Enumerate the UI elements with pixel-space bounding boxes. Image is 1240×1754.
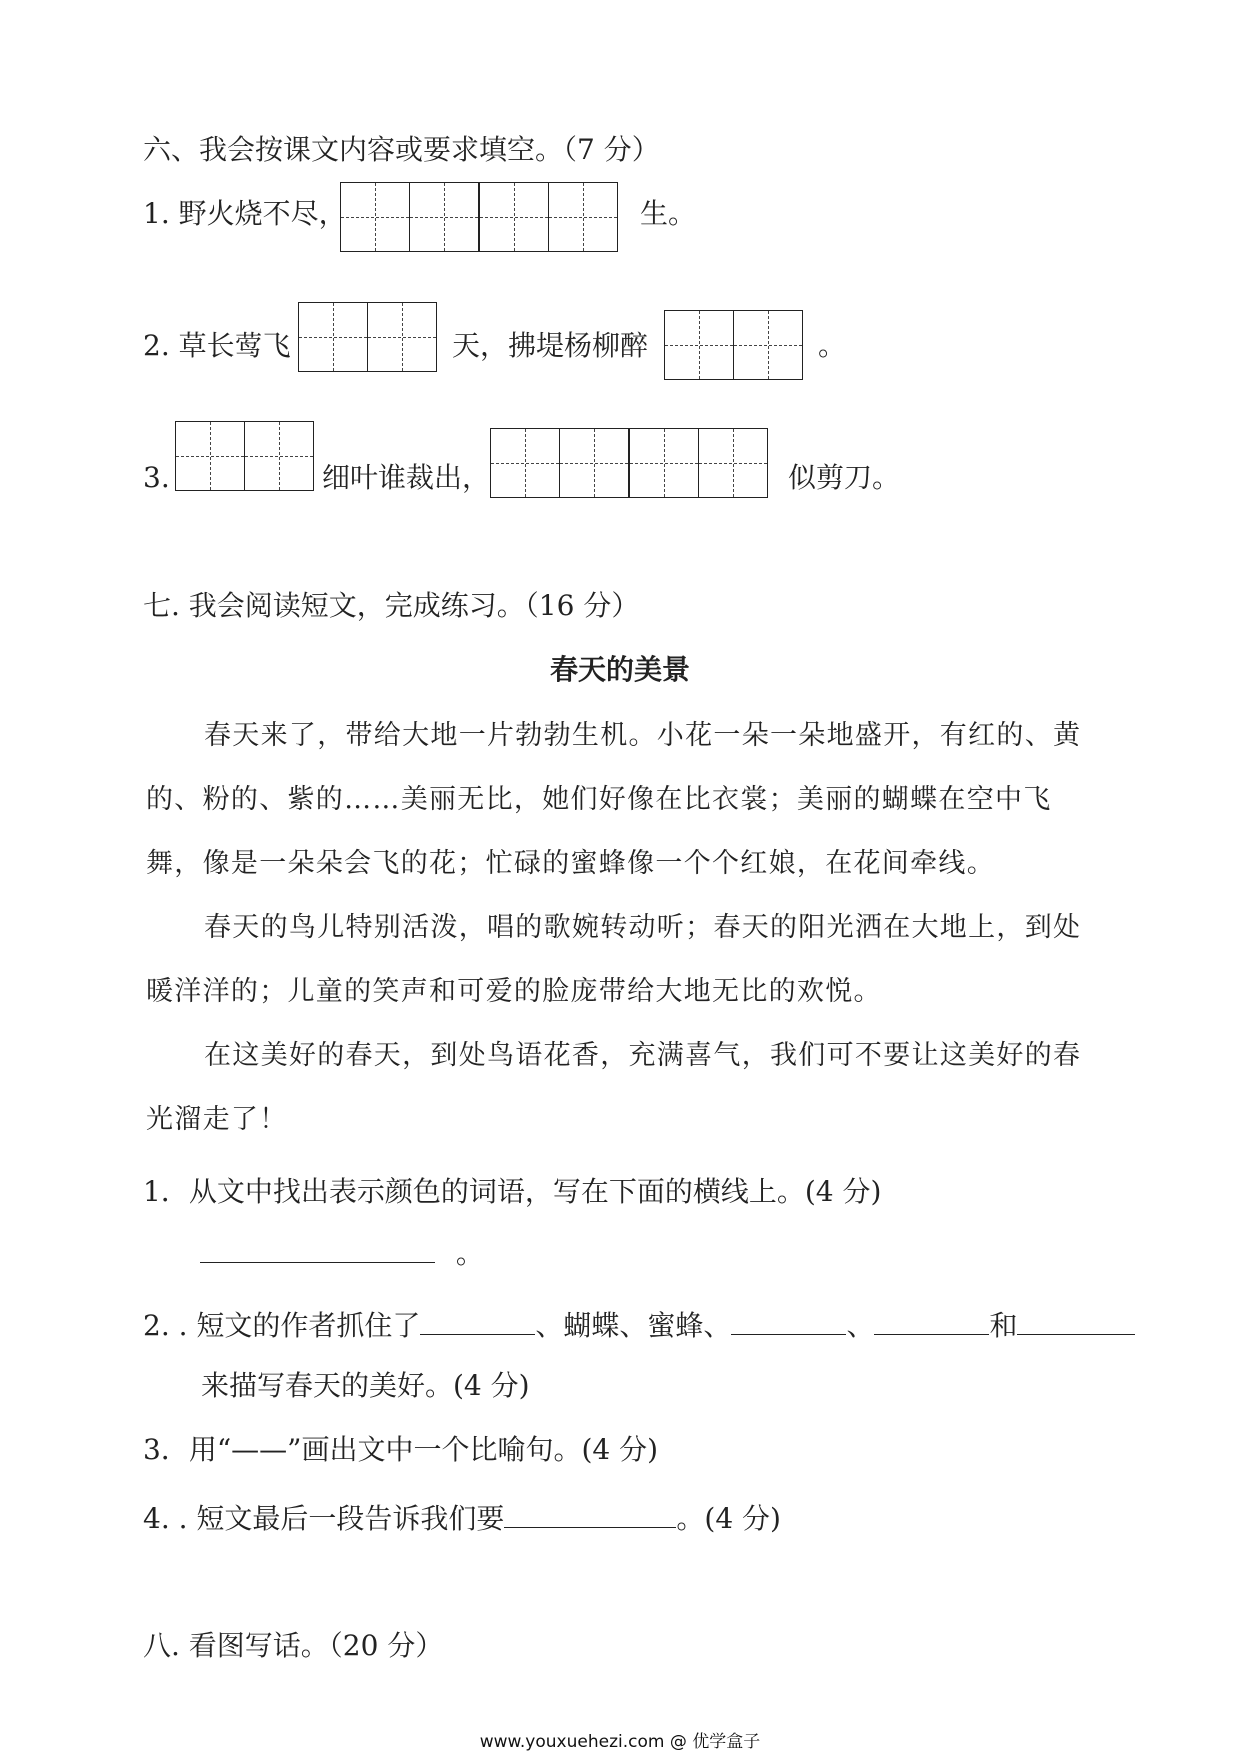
writing-cell[interactable] <box>298 302 368 372</box>
s7-q2-line1 <box>143 1304 1135 1344</box>
s6-q2-middle: 天，拂堤杨柳醉 <box>452 329 649 362</box>
s6-q3-prefix: 3. <box>143 461 170 494</box>
s6-q3-middle: 细叶谁裁出， <box>322 461 491 494</box>
s6-q2-answer-grid-2[interactable] <box>664 310 801 380</box>
s6-q2-prefix: 2. 草长莺飞 <box>143 329 291 362</box>
writing-cell[interactable] <box>244 421 314 491</box>
s7-q2-part3: 、 <box>846 1309 875 1342</box>
passage-paragraph-1: 春天来了，带给大地一片勃勃生机。小花一朵一朵地盛开，有红的、黄的、粉的、紫的……美丽无比，她们好像在比衣裳；美丽的蝴蝶在空中飞舞，像是一朵朵会飞的花；忙碌的蜜蜂像一个个红娘，在花间牵线。 <box>146 720 1082 879</box>
s6-q2-suffix: 。 <box>818 329 847 362</box>
s7-q2-part4: 和 <box>989 1309 1018 1342</box>
s7-q2-part2: 、蝴蝶、蜜蜂、 <box>535 1309 732 1342</box>
s6-q3-answer-grid-1[interactable] <box>175 421 312 491</box>
writing-cell[interactable] <box>559 428 629 498</box>
s6-q3-suffix: 似剪刀。 <box>788 461 901 494</box>
writing-cell[interactable] <box>548 182 618 252</box>
answer-blank[interactable] <box>1017 1304 1135 1335</box>
answer-blank[interactable] <box>200 1232 435 1263</box>
s7-q2-part1: 2. . 短文的作者抓住了 <box>143 1309 421 1342</box>
writing-cell[interactable] <box>733 310 803 380</box>
writing-cell[interactable] <box>409 182 479 252</box>
s7-q4 <box>143 1497 781 1537</box>
answer-blank[interactable] <box>874 1304 989 1335</box>
s6-q3-answer-grid-2[interactable] <box>490 428 766 498</box>
passage-paragraph-2: 春天的鸟儿特别活泼，唱的歌婉转动听；春天的阳光洒在大地上，到处暖洋洋的；儿童的笑声和可爱的脸庞带给大地无比的欢悦。 <box>146 912 1082 1007</box>
writing-cell[interactable] <box>698 428 768 498</box>
s6-q2-answer-grid-1[interactable] <box>298 302 435 372</box>
s7-q1-end: 。 <box>455 1237 484 1270</box>
footer-watermark: www.youxuehezi.com @ 优学盒子 <box>479 1732 761 1752</box>
writing-cell[interactable] <box>340 182 410 252</box>
answer-blank[interactable] <box>420 1304 535 1335</box>
passage-title: 春天的美景 <box>549 653 690 686</box>
s6-q1-prefix: 1. 野火烧不尽， <box>143 197 347 230</box>
s7-q1-answer-line[interactable] <box>200 1232 484 1272</box>
s7-q3-text: 3．用“——”画出文中一个比喻句。(4 分) <box>143 1433 659 1466</box>
writing-cell[interactable] <box>629 428 699 498</box>
s7-q2-line2: 来描写春天的美好。(4 分) <box>201 1369 530 1402</box>
writing-cell[interactable] <box>367 302 437 372</box>
s7-q1-text: 1．从文中找出表示颜色的词语，写在下面的横线上。(4 分) <box>143 1175 882 1208</box>
writing-cell[interactable] <box>664 310 734 380</box>
writing-cell[interactable] <box>175 421 245 491</box>
writing-cell[interactable] <box>490 428 560 498</box>
section7-heading: 七. 我会阅读短文，完成练习。（16 分） <box>143 589 640 622</box>
s6-q1-answer-grid[interactable] <box>340 182 616 252</box>
section6-heading: 六、我会按课文内容或要求填空。（7 分） <box>143 133 660 166</box>
writing-cell[interactable] <box>479 182 549 252</box>
passage-paragraph-3: 在这美好的春天，到处鸟语花香，充满喜气，我们可不要让这美好的春光溜走了！ <box>146 1040 1082 1135</box>
s6-q1-suffix: 生。 <box>640 197 697 230</box>
answer-blank[interactable] <box>504 1497 676 1528</box>
answer-blank[interactable] <box>731 1304 846 1335</box>
section8-heading: 八. 看图写话。（20 分） <box>143 1629 444 1662</box>
s7-q4-suffix: 。(4 分) <box>676 1502 781 1535</box>
s7-q4-prefix: 4. . 短文最后一段告诉我们要 <box>143 1502 505 1535</box>
